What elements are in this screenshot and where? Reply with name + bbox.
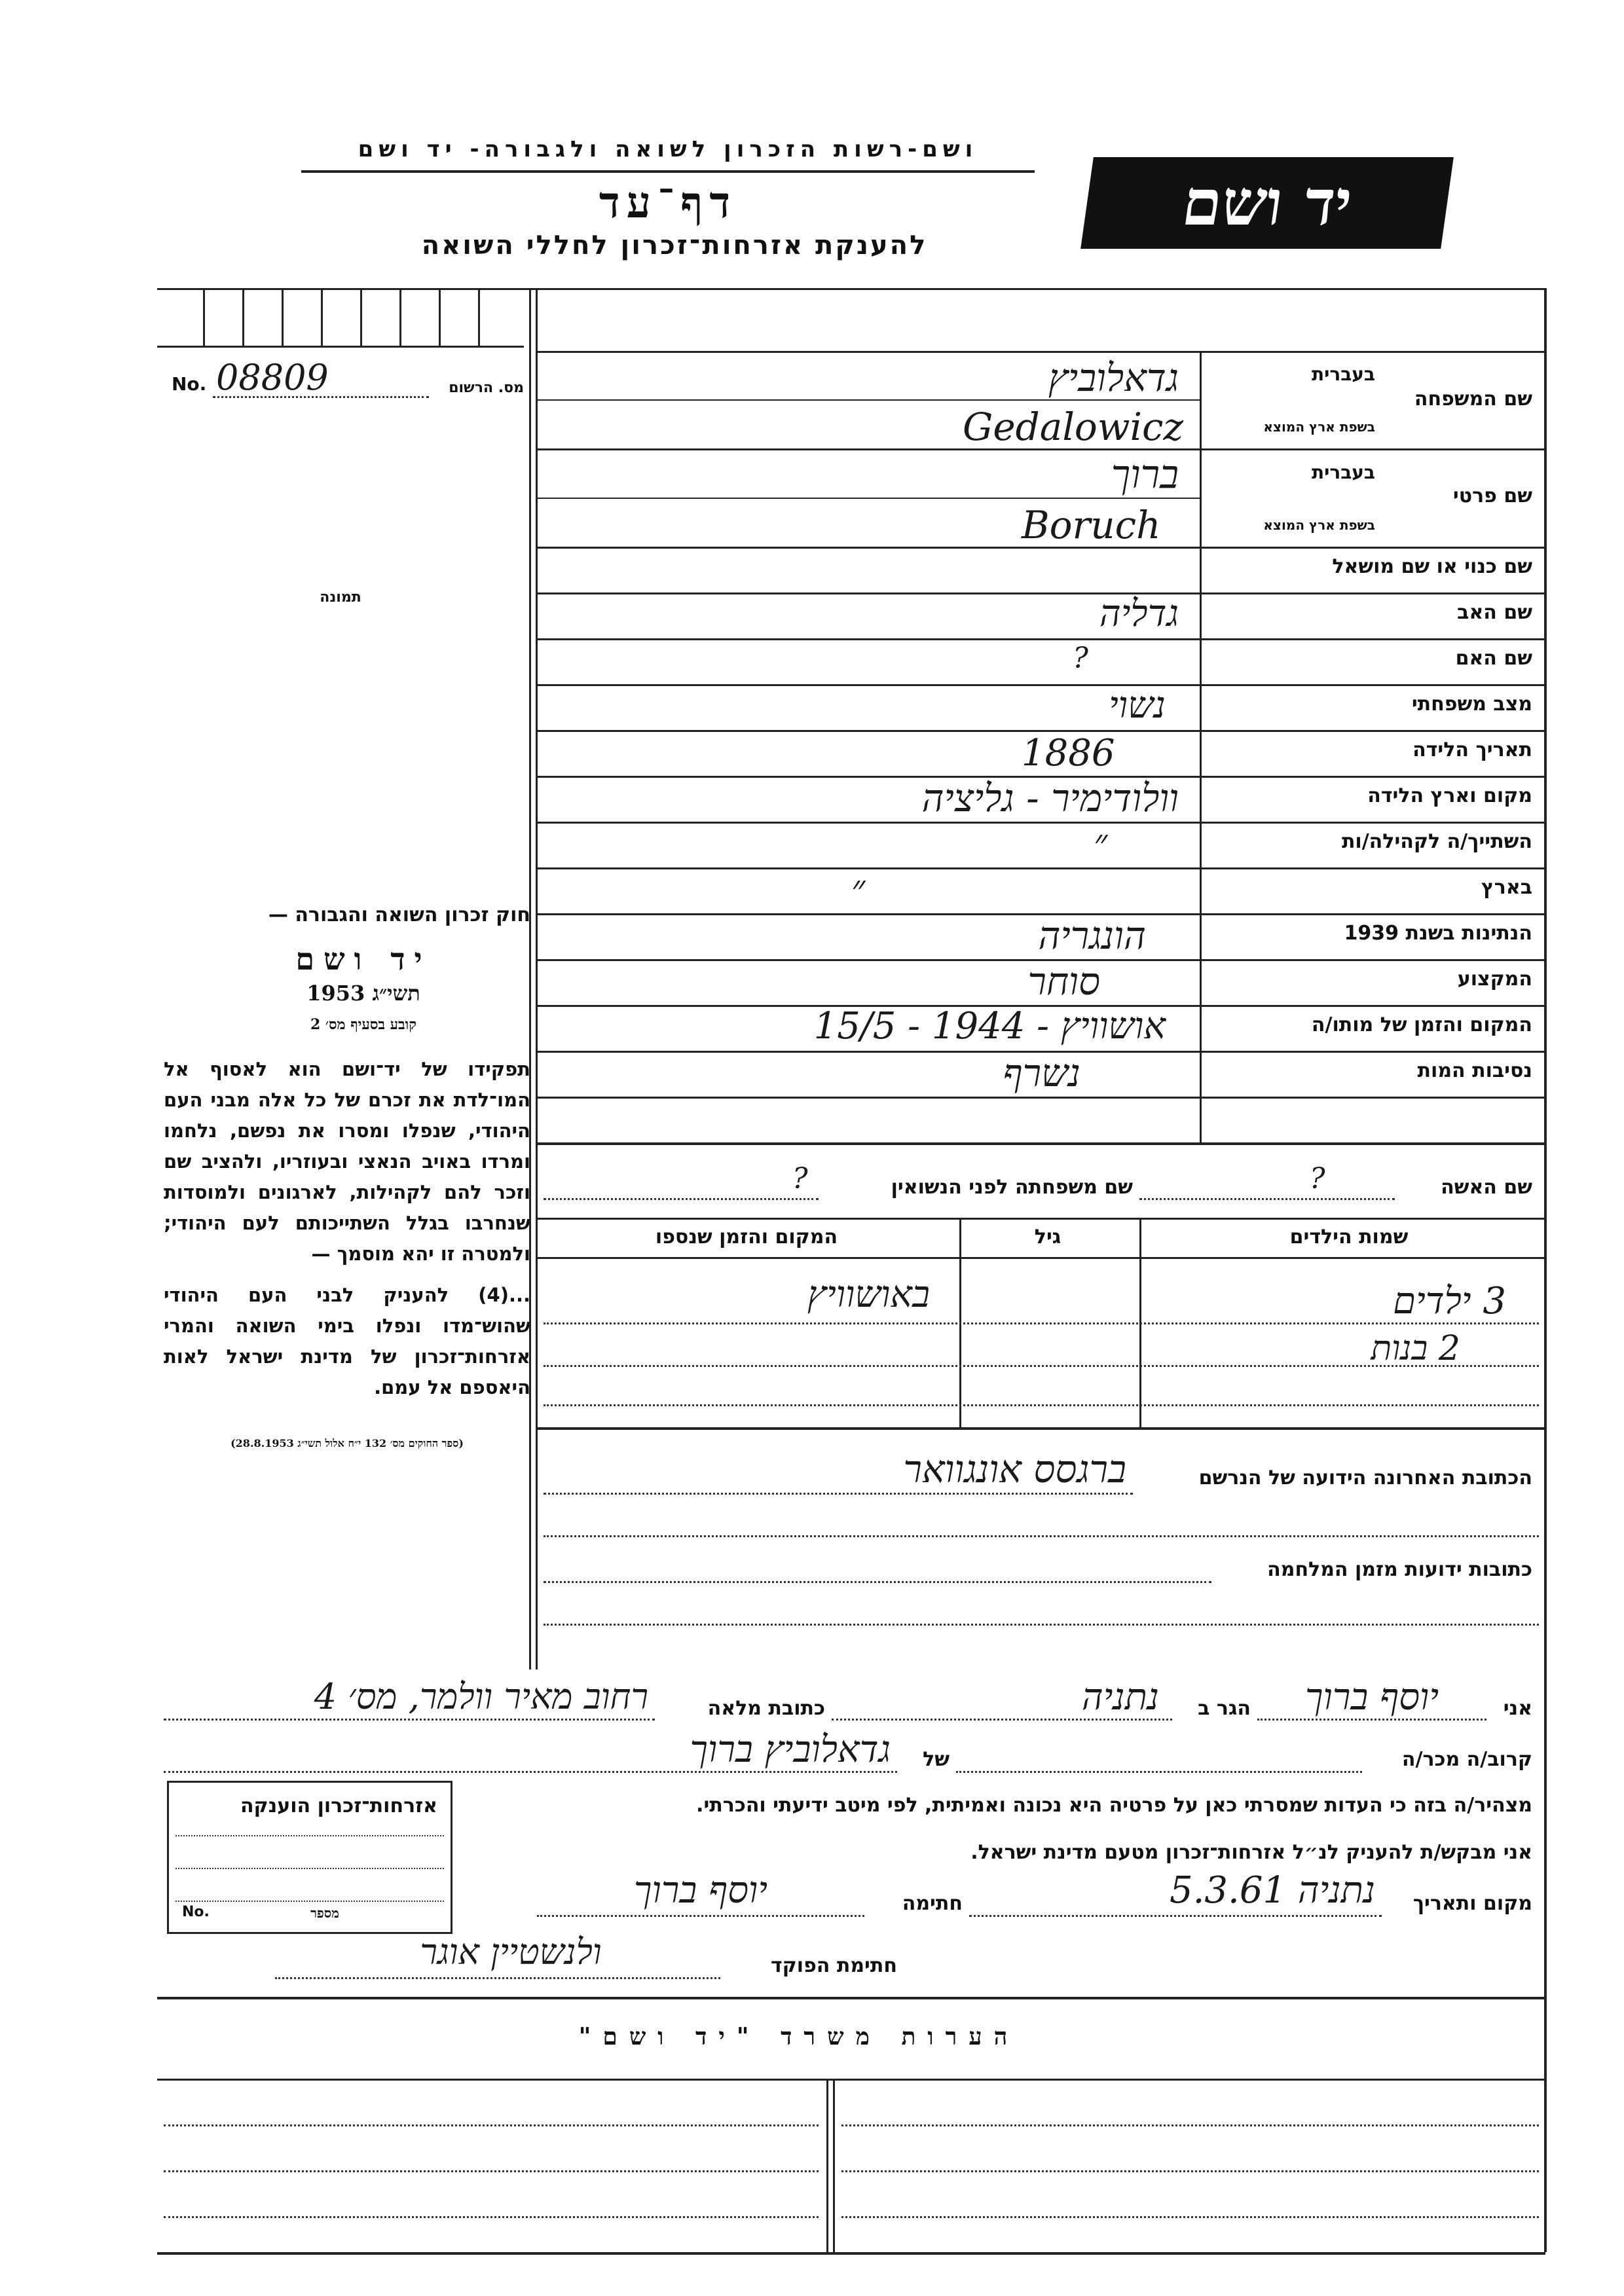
marital-status-value: נשוי (1109, 684, 1166, 727)
first-name-in-hebrew-label: בעברית (1311, 462, 1375, 483)
birth-place-label: מקום וארץ הלידה (1367, 784, 1532, 807)
first-name-origin-value: Boruch (1022, 503, 1161, 547)
clerk-signature-label: חתימת הפוקד (771, 1954, 897, 1977)
registration-no-label: No. (172, 373, 207, 395)
declarant-signature: יוסף ברוך (633, 1869, 767, 1912)
top-institution-line: ושם-רשות הזכרון לשואה ולגבורה- יד ושם (358, 136, 978, 162)
children-age-header: גיל (1034, 1226, 1061, 1248)
community-value: ״ (1094, 822, 1108, 864)
request-text: אני מבקש/ת להעניק לנ״ל אזרחות־זכרון מטעם מדינת ישראל. (970, 1841, 1532, 1864)
first-name-hebrew-value: ברוך (1111, 452, 1179, 498)
registration-label: מס. הרשום (449, 380, 524, 396)
law-paragraph-1: תפקידו של יד־ושם הוא לאסוף אל המו־לדת את זכרם של כל אלה מבני העם היהודי, שנפלו ומסרו את נפשם, נלחמו ומרדו באויב הנאצי ובעוזריו, ולהציב שם וזכר להם לקהילות, לארגונים ולמוסדות שנחרבו בגלל השתייכותם לעם היהודי; ולמטרה זו יהא מוסמך — (164, 1058, 530, 1265)
law-citation: (ספר החוקים מס׳ 132 י״ח אלול תשי״ג 28.8.1953) (231, 1437, 464, 1449)
declarant-resides-value: נתניה (1081, 1676, 1159, 1719)
registration-boxes (157, 288, 524, 346)
law-name: יד ושם (295, 941, 432, 977)
first-name-label: שם פרטי (1452, 484, 1532, 507)
declarant-ani: אני (1503, 1697, 1532, 1720)
wife-name-label: שם האשה (1441, 1176, 1532, 1199)
family-name-origin-lang-label: בשפת ארץ המוצא (1263, 419, 1375, 435)
stamp-box-title: אזרחות־זכרון הוענקה (240, 1795, 437, 1817)
death-cause-label: נסיבות המות (1417, 1059, 1532, 1082)
wife-name-value: ? (1310, 1162, 1325, 1195)
father-name-value: גדליה (1099, 592, 1179, 635)
logo-text: יד ושם (1177, 166, 1357, 240)
profession-label: המקצוע (1457, 968, 1532, 991)
law-paragraph-2: ...(4) להעניק לבני העם היהודי שהוש־מדו ונפלו בימי השואה והמרי אזרחות־זכרון של מדינת ישראל לאות היאספם אל עמם. (164, 1284, 530, 1398)
last-address-value: ברגסס אונגוואר (903, 1447, 1126, 1491)
nickname-label: שם כנוי או שם מושאל (1332, 555, 1532, 578)
child-row-1-place: באושוויץ (807, 1273, 930, 1316)
place-date-value: נתניה 5.3.61 (1170, 1869, 1375, 1912)
yad-vashem-logo (1080, 157, 1454, 249)
family-name-label: שם המשפחה (1414, 388, 1532, 410)
clerk-signature: ולנשטיין אוגר (420, 1931, 602, 1973)
citizenship-1939-value: הונגריה (1038, 913, 1146, 958)
registration-number: 08809 (216, 357, 329, 398)
stamp-box-number-label: מספר (310, 1905, 339, 1921)
children-names-header: שמות הילדים (1289, 1226, 1409, 1248)
family-name-hebrew-value: גדאלוביץ (1048, 355, 1179, 400)
law-heading: חוק זכרון השואה והגבורה — (268, 903, 530, 926)
family-name-origin-value: Gedalowicz (963, 405, 1184, 449)
declarant-full-address-label: כתובת מלאה (707, 1697, 825, 1720)
children-place-header: המקום והזמן שנספו (655, 1226, 838, 1248)
marital-status-label: מצב משפחתי (1411, 693, 1532, 716)
relative-of-label: של (923, 1748, 950, 1771)
office-remarks-title: הערות משרד "יד ושם" (578, 2023, 1020, 2050)
death-place-time-value: אושוויץ - 1944 - 15/5 (813, 1005, 1166, 1048)
first-name-origin-lang-label: בשפת ארץ המוצא (1263, 517, 1375, 533)
death-place-time-label: המקום והזמן של מותו/ה (1311, 1013, 1532, 1036)
mother-name-label: שם האם (1455, 647, 1532, 670)
declarant-name-value: יוסף ברוך (1304, 1676, 1439, 1719)
declarant-resides-label: הגר ב (1198, 1697, 1251, 1720)
signature-label: חתימה (902, 1892, 963, 1915)
birth-place-value: וולודימיר - גליציה (921, 776, 1179, 820)
profession-value: סוחר (1027, 959, 1100, 1004)
maiden-name-value: ? (792, 1162, 808, 1195)
relation-value: גדאלוביץ ברוך (690, 1728, 891, 1771)
declarant-full-address-value: רחוב מאיר וולמר, מס׳ 4 (314, 1676, 648, 1717)
family-name-in-hebrew-label: בעברית (1311, 363, 1375, 385)
birth-date-label: תאריך הלידה (1412, 738, 1532, 761)
form-subtitle: להענקת אזרחות־זכרון לחללי השואה (421, 230, 928, 261)
relative-label: קרוב/ה מכר/ה (1401, 1748, 1532, 1771)
photo-label: תמונה (320, 589, 361, 606)
child-row-2-name: 2 בנות (1371, 1329, 1460, 1368)
father-name-label: שם האב (1457, 601, 1532, 624)
stamp-box-no-label: No. (182, 1904, 210, 1920)
child-row-1-name: 3 ילדים (1393, 1280, 1506, 1322)
community-label: השתייך/ה לקהילה/ות (1341, 830, 1532, 853)
form-title: דף־עד (599, 177, 737, 228)
death-cause-value: נשרף (1003, 1051, 1080, 1095)
last-address-label: הכתובת האחרונה הידועה של הנרשם (1198, 1467, 1532, 1489)
law-year: תשי״ג 1953 (306, 981, 420, 1006)
law-clause: קובע בסעיף מס׳ 2 (310, 1016, 417, 1033)
maiden-name-label: שם משפחתה לפני הנשואין (891, 1176, 1133, 1199)
place-date-label: מקום ותאריך (1412, 1892, 1532, 1915)
citizenship-stamp-box (167, 1781, 452, 1934)
mother-name-value: ? (1073, 642, 1088, 675)
citizenship-1939-label: הנתינות בשנת 1939 (1344, 922, 1532, 945)
wartime-address-label: כתובות ידועות מזמן המלחמה (1267, 1558, 1532, 1581)
birth-date-value: 1886 (1022, 732, 1115, 774)
declaration-text: מצהיר/ה בזה כי העדות שמסרתי כאן על פרטיה היא נכונה ואמיתית, לפי מיטב ידיעתי והכרתי. (696, 1794, 1532, 1817)
country-label: בארץ (1481, 876, 1532, 899)
country-value: ״ (851, 867, 866, 910)
